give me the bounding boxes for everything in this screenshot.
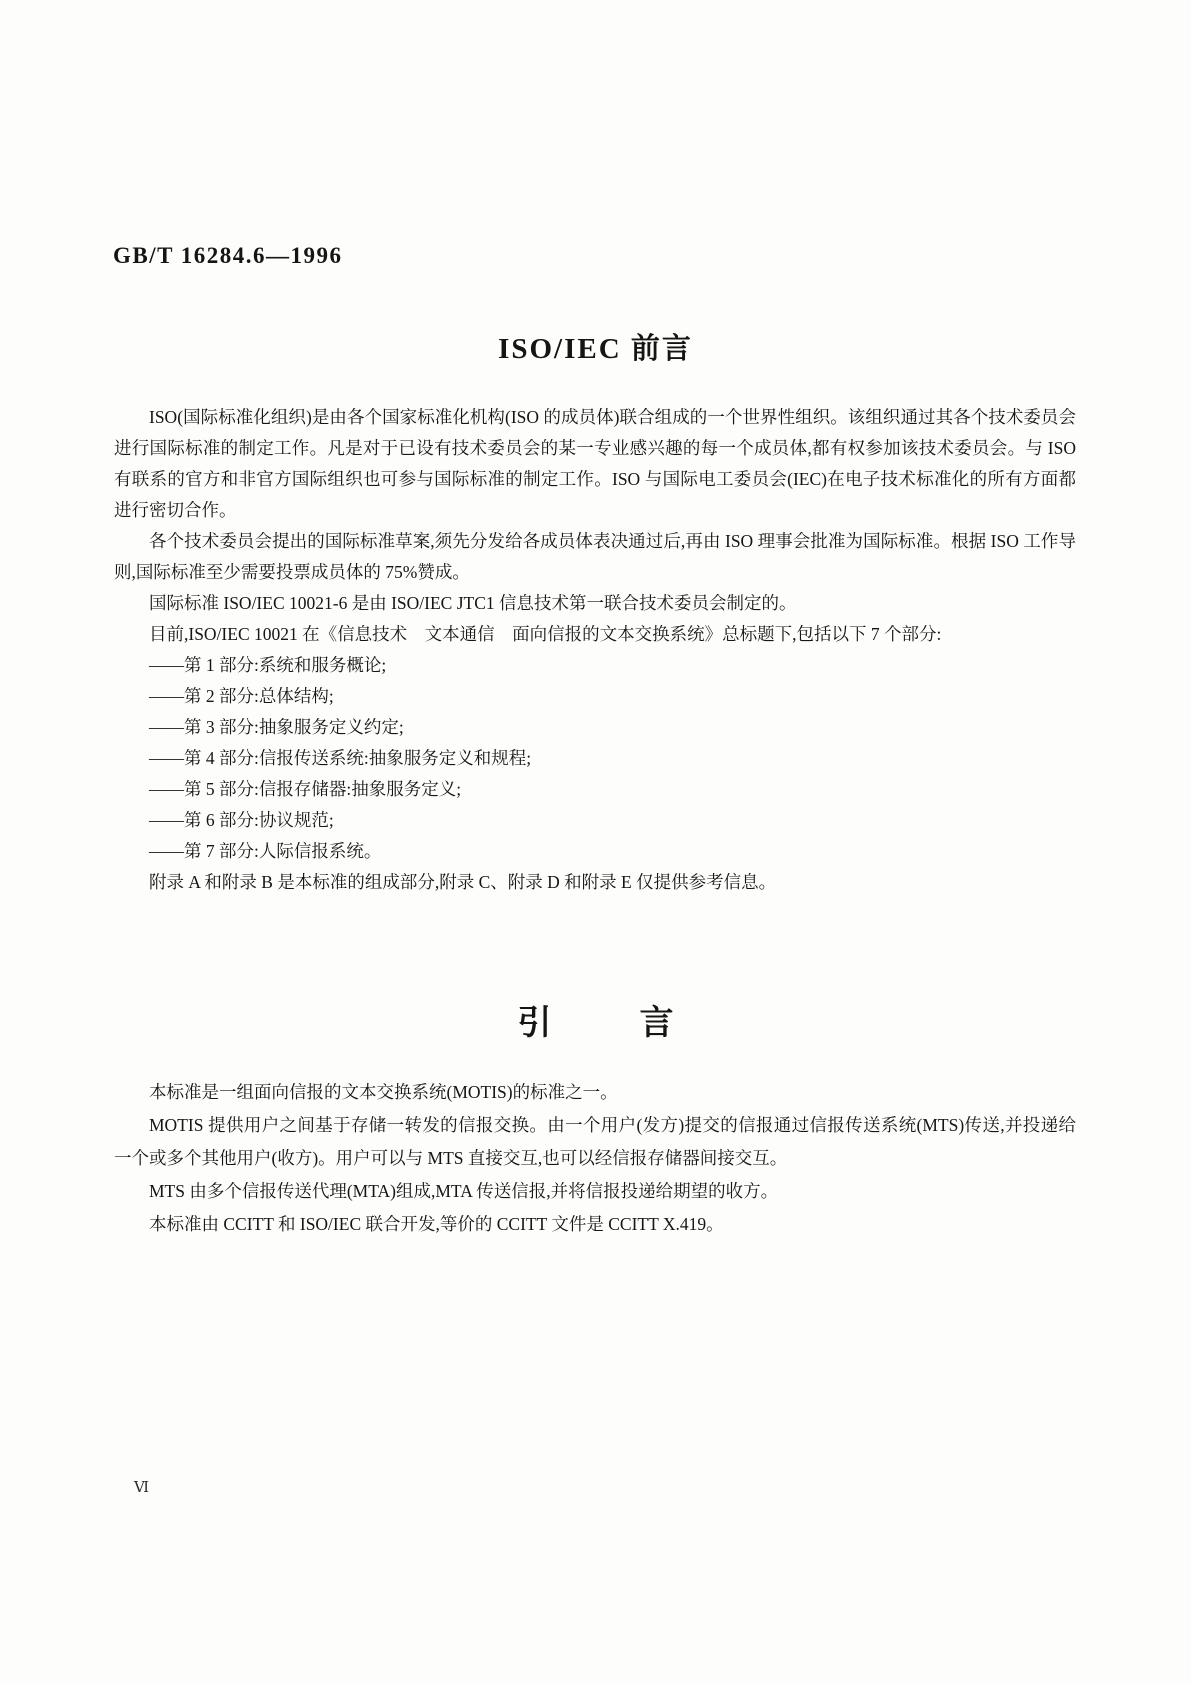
introduction-title bbox=[0, 995, 1191, 1044]
part-list-item: ——第 4 部分:信报传送系统:抽象服务定义和规程; bbox=[149, 748, 532, 768]
part-list-item: ——第 6 部分:协议规范; bbox=[149, 810, 334, 830]
foreword-paragraph: ISO(国际标准化组织)是由各个国家标准化机构(ISO 的成员体)联合组成的一个世界性组织。该组织通过其各个技术委员会进行国际标准的制定工作。凡是对于已设有技术委员会的某一专业感兴趣的每一个成员体,都有权参加该技术委员会。与 ISO 有联系的官方和非官方国际组织也可参与国际标准的制定工作。ISO 与国际电工委员会(IEC)在电子技术标准化的所有方面都进行密切合作。 bbox=[114, 407, 1076, 520]
introduction-title-char: 言 bbox=[639, 1005, 674, 1042]
foreword-paragraph: 目前,ISO/IEC 10021 在《信息技术 文本通信 面向信报的文本交换系统》总标题下,包括以下 7 个部分: bbox=[149, 624, 942, 644]
introduction-paragraph: MTS 由多个信报传送代理(MTA)组成,MTA 传送信报,并将信报投递给期望的收方。 bbox=[149, 1181, 779, 1201]
part-list-item: ——第 5 部分:信报存储器:抽象服务定义; bbox=[149, 779, 462, 799]
introduction-title-char: 引 bbox=[517, 1005, 552, 1042]
foreword-paragraph: 各个技术委员会提出的国际标准草案,须先分发给各成员体表决通过后,再由 ISO 理事会批准为国际标准。根据 ISO 工作导则,国际标准至少需要投票成员体的 75%赞成。 bbox=[114, 531, 1076, 582]
standard-number: GB/T 16284.6—1996 bbox=[113, 243, 343, 268]
part-list-item: ——第 2 部分:总体结构; bbox=[149, 686, 334, 706]
introduction-body bbox=[114, 1076, 1076, 1241]
foreword-paragraph: 国际标准 ISO/IEC 10021-6 是由 ISO/IEC JTC1 信息技术第一联合技术委员会制定的。 bbox=[149, 593, 797, 613]
part-list-item: ——第 3 部分:抽象服务定义约定; bbox=[149, 717, 404, 737]
foreword-closing: 附录 A 和附录 B 是本标准的组成部分,附录 C、附录 D 和附录 E 仅提供参考信息。 bbox=[149, 872, 777, 892]
introduction-paragraph: MOTIS 提供用户之间基于存储一转发的信报交换。由一个用户(发方)提交的信报通过信报传送系统(MTS)传送,并投递给一个或多个其他用户(收方)。用户可以与 MTS 直接交互,也可以经信报存储器间接交互。 bbox=[114, 1115, 1076, 1168]
page-number: Ⅵ bbox=[134, 1480, 150, 1496]
foreword-body bbox=[114, 402, 1076, 898]
introduction-paragraph: 本标准由 CCITT 和 ISO/IEC 联合开发,等价的 CCITT 文件是 CCITT X.419。 bbox=[149, 1214, 724, 1234]
introduction-paragraph: 本标准是一组面向信报的文本交换系统(MOTIS)的标准之一。 bbox=[149, 1082, 618, 1102]
part-list-item: ——第 7 部分:人际信报系统。 bbox=[149, 841, 382, 861]
foreword-title: ISO/IEC 前言 bbox=[498, 333, 693, 365]
part-list-item: ——第 1 部分:系统和服务概论; bbox=[149, 655, 387, 675]
